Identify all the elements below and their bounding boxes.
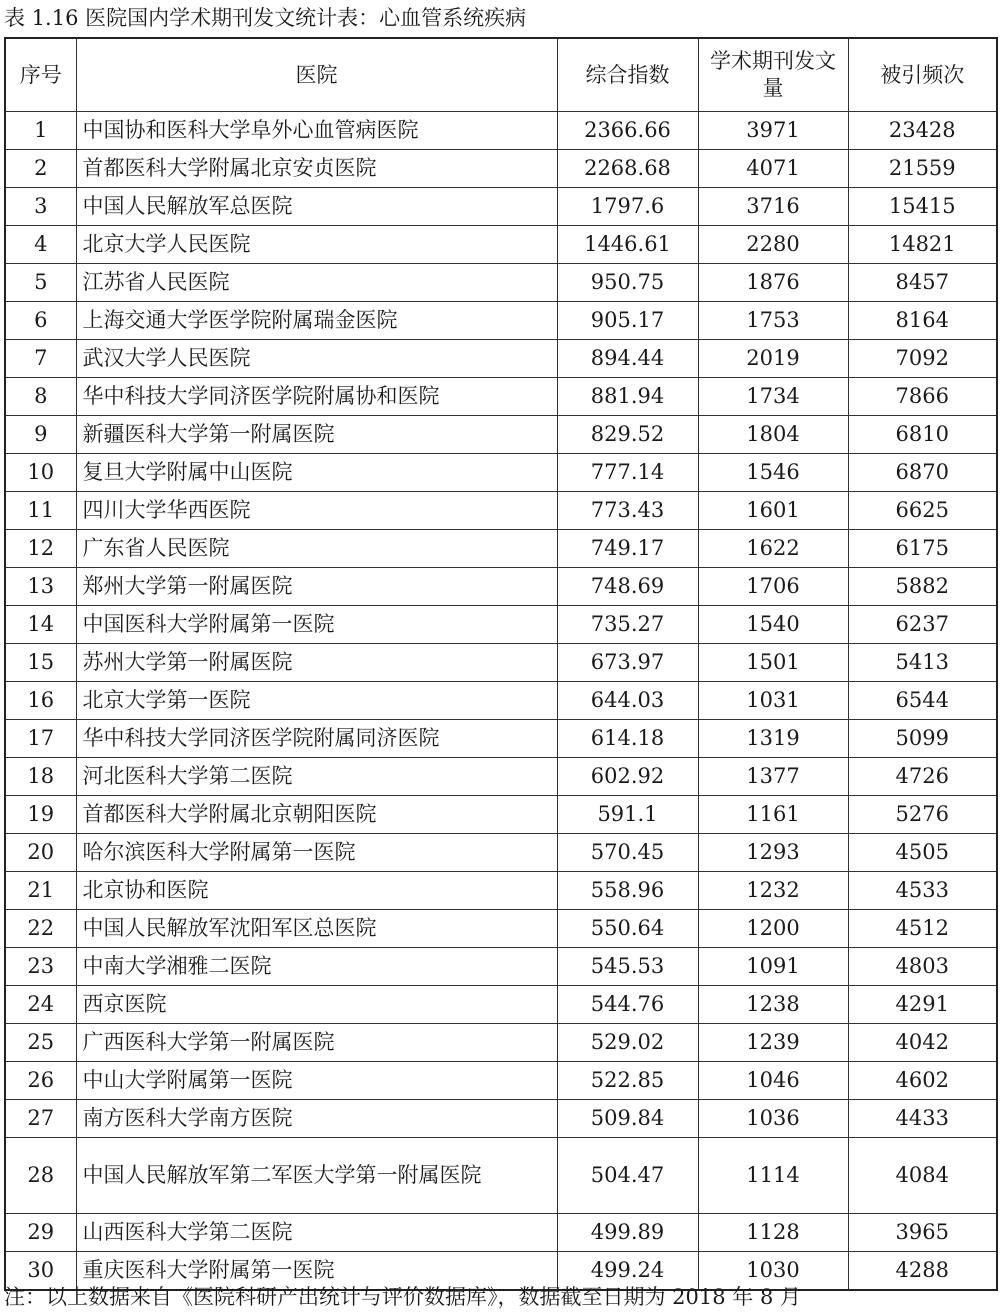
citation-count-cell: 6810	[848, 416, 997, 454]
publication-count-cell: 1091	[698, 948, 848, 986]
composite-index-cell: 748.69	[557, 568, 698, 606]
rank-cell: 29	[5, 1214, 76, 1252]
table-row	[5, 910, 997, 948]
composite-index-cell: 499.24	[557, 1252, 698, 1291]
hospital-name-cell: 华中科技大学同济医学院附属协和医院	[76, 378, 557, 416]
composite-index-cell: 950.75	[557, 264, 698, 302]
composite-index-cell: 499.89	[557, 1214, 698, 1252]
hospital-name-cell: 广西医科大学第一附属医院	[76, 1024, 557, 1062]
hospital-name-cell: 新疆医科大学第一附属医院	[76, 416, 557, 454]
citation-count-cell: 5099	[848, 720, 997, 758]
citation-count-cell: 4084	[848, 1138, 997, 1214]
table-row	[5, 264, 997, 302]
hospital-name-cell: 复旦大学附属中山医院	[76, 454, 557, 492]
publication-count-cell: 3971	[698, 112, 848, 150]
publication-count-cell: 1114	[698, 1138, 848, 1214]
rank-cell: 2	[5, 150, 76, 188]
citation-count-cell: 4803	[848, 948, 997, 986]
table-row	[5, 112, 997, 150]
composite-index-cell: 544.76	[557, 986, 698, 1024]
hospital-name-cell: 北京大学第一医院	[76, 682, 557, 720]
composite-index-cell: 749.17	[557, 530, 698, 568]
composite-index-cell: 2366.66	[557, 112, 698, 150]
citation-count-cell: 8457	[848, 264, 997, 302]
table-row	[5, 188, 997, 226]
rank-cell: 5	[5, 264, 76, 302]
rank-cell: 19	[5, 796, 76, 834]
table-row	[5, 378, 997, 416]
column-header-composite-index: 综合指数	[557, 38, 698, 112]
hospital-name-cell: 首都医科大学附属北京安贞医院	[76, 150, 557, 188]
table-row	[5, 1100, 997, 1138]
footnote: 注：以上数据来自《医院科研产出统计与评价数据库》，数据截至日期为 2018 年 8 月	[4, 1285, 802, 1309]
hospital-name-cell: 北京协和医院	[76, 872, 557, 910]
table-row	[5, 948, 997, 986]
citation-count-cell: 6175	[848, 530, 997, 568]
rank-cell: 21	[5, 872, 76, 910]
rank-cell: 26	[5, 1062, 76, 1100]
hospital-name-cell: 江苏省人民医院	[76, 264, 557, 302]
hospital-name-cell: 山西医科大学第二医院	[76, 1214, 557, 1252]
hospital-name-cell: 哈尔滨医科大学附属第一医院	[76, 834, 557, 872]
citation-count-cell: 5276	[848, 796, 997, 834]
composite-index-cell: 550.64	[557, 910, 698, 948]
table-row	[5, 226, 997, 264]
rank-cell: 23	[5, 948, 76, 986]
hospital-name-cell: 武汉大学人民医院	[76, 340, 557, 378]
rank-cell: 9	[5, 416, 76, 454]
table-row	[5, 1214, 997, 1252]
composite-index-cell: 881.94	[557, 378, 698, 416]
rank-cell: 24	[5, 986, 76, 1024]
hospital-name-cell: 河北医科大学第二医院	[76, 758, 557, 796]
publication-count-cell: 4071	[698, 150, 848, 188]
table-row	[5, 416, 997, 454]
citation-count-cell: 4288	[848, 1252, 997, 1291]
publication-count-cell: 1128	[698, 1214, 848, 1252]
hospital-stats-table	[4, 37, 998, 1291]
composite-index-cell: 673.97	[557, 644, 698, 682]
publication-count-cell: 2019	[698, 340, 848, 378]
publication-count-cell: 1622	[698, 530, 848, 568]
table-row	[5, 302, 997, 340]
hospital-name-cell: 中国人民解放军总医院	[76, 188, 557, 226]
publication-count-cell: 1239	[698, 1024, 848, 1062]
composite-index-cell: 2268.68	[557, 150, 698, 188]
header-row	[5, 38, 997, 112]
rank-cell: 28	[5, 1138, 76, 1214]
composite-index-cell: 509.84	[557, 1100, 698, 1138]
rank-cell: 25	[5, 1024, 76, 1062]
composite-index-cell: 570.45	[557, 834, 698, 872]
hospital-name-cell: 华中科技大学同济医学院附属同济医院	[76, 720, 557, 758]
composite-index-cell: 894.44	[557, 340, 698, 378]
citation-count-cell: 6544	[848, 682, 997, 720]
composite-index-cell: 529.02	[557, 1024, 698, 1062]
composite-index-cell: 1797.6	[557, 188, 698, 226]
citation-count-cell: 4602	[848, 1062, 997, 1100]
hospital-name-cell: 西京医院	[76, 986, 557, 1024]
rank-cell: 8	[5, 378, 76, 416]
composite-index-cell: 591.1	[557, 796, 698, 834]
composite-index-cell: 614.18	[557, 720, 698, 758]
publication-count-cell: 1161	[698, 796, 848, 834]
citation-count-cell: 6237	[848, 606, 997, 644]
publication-count-cell: 1601	[698, 492, 848, 530]
composite-index-cell: 777.14	[557, 454, 698, 492]
publication-count-cell: 1546	[698, 454, 848, 492]
publication-count-cell: 1293	[698, 834, 848, 872]
publication-count-cell: 1200	[698, 910, 848, 948]
composite-index-cell: 558.96	[557, 872, 698, 910]
table-row	[5, 1062, 997, 1100]
column-header-hospital: 医院	[76, 38, 557, 112]
table-row	[5, 568, 997, 606]
citation-count-cell: 23428	[848, 112, 997, 150]
table-row	[5, 644, 997, 682]
table-row	[5, 454, 997, 492]
table-body	[5, 112, 997, 1291]
rank-cell: 7	[5, 340, 76, 378]
table-row	[5, 492, 997, 530]
table-row	[5, 1138, 997, 1214]
publication-count-cell: 1030	[698, 1252, 848, 1291]
citation-count-cell: 3965	[848, 1214, 997, 1252]
hospital-name-cell: 重庆医科大学附属第一医院	[76, 1252, 557, 1291]
composite-index-cell: 773.43	[557, 492, 698, 530]
rank-cell: 18	[5, 758, 76, 796]
composite-index-cell: 522.85	[557, 1062, 698, 1100]
rank-cell: 4	[5, 226, 76, 264]
composite-index-cell: 545.53	[557, 948, 698, 986]
table-row	[5, 758, 997, 796]
table-row	[5, 606, 997, 644]
citation-count-cell: 6870	[848, 454, 997, 492]
rank-cell: 12	[5, 530, 76, 568]
column-header-citation-count: 被引频次	[848, 38, 997, 112]
publication-count-cell: 1232	[698, 872, 848, 910]
citation-count-cell: 15415	[848, 188, 997, 226]
hospital-name-cell: 苏州大学第一附属医院	[76, 644, 557, 682]
citation-count-cell: 4533	[848, 872, 997, 910]
citation-count-cell: 21559	[848, 150, 997, 188]
composite-index-cell: 504.47	[557, 1138, 698, 1214]
publication-count-cell: 1540	[698, 606, 848, 644]
hospital-name-cell: 中国人民解放军沈阳军区总医院	[76, 910, 557, 948]
table-row	[5, 872, 997, 910]
citation-count-cell: 4291	[848, 986, 997, 1024]
composite-index-cell: 602.92	[557, 758, 698, 796]
hospital-name-cell: 北京大学人民医院	[76, 226, 557, 264]
hospital-name-cell: 中国人民解放军第二军医大学第一附属医院	[76, 1138, 557, 1214]
citation-count-cell: 4042	[848, 1024, 997, 1062]
publication-count-cell: 1501	[698, 644, 848, 682]
hospital-name-cell: 中南大学湘雅二医院	[76, 948, 557, 986]
publication-count-cell: 1377	[698, 758, 848, 796]
hospital-name-cell: 四川大学华西医院	[76, 492, 557, 530]
composite-index-cell: 829.52	[557, 416, 698, 454]
publication-count-cell: 1031	[698, 682, 848, 720]
publication-count-cell: 1319	[698, 720, 848, 758]
citation-count-cell: 7092	[848, 340, 997, 378]
rank-cell: 13	[5, 568, 76, 606]
table-row	[5, 150, 997, 188]
composite-index-cell: 644.03	[557, 682, 698, 720]
citation-count-cell: 5413	[848, 644, 997, 682]
citation-count-cell: 4505	[848, 834, 997, 872]
publication-count-cell: 1876	[698, 264, 848, 302]
hospital-name-cell: 上海交通大学医学院附属瑞金医院	[76, 302, 557, 340]
rank-cell: 3	[5, 188, 76, 226]
publication-count-cell: 2280	[698, 226, 848, 264]
citation-count-cell: 4433	[848, 1100, 997, 1138]
rank-cell: 17	[5, 720, 76, 758]
rank-cell: 1	[5, 112, 76, 150]
hospital-name-cell: 首都医科大学附属北京朝阳医院	[76, 796, 557, 834]
publication-count-cell: 1036	[698, 1100, 848, 1138]
table-row	[5, 834, 997, 872]
hospital-name-cell: 郑州大学第一附属医院	[76, 568, 557, 606]
citation-count-cell: 6625	[848, 492, 997, 530]
rank-cell: 15	[5, 644, 76, 682]
citation-count-cell: 14821	[848, 226, 997, 264]
table-row	[5, 720, 997, 758]
composite-index-cell: 1446.61	[557, 226, 698, 264]
hospital-name-cell: 广东省人民医院	[76, 530, 557, 568]
composite-index-cell: 735.27	[557, 606, 698, 644]
table-row	[5, 682, 997, 720]
publication-count-cell: 1238	[698, 986, 848, 1024]
publication-count-cell: 3716	[698, 188, 848, 226]
hospital-name-cell: 中山大学附属第一医院	[76, 1062, 557, 1100]
citation-count-cell: 4726	[848, 758, 997, 796]
rank-cell: 22	[5, 910, 76, 948]
table-row	[5, 340, 997, 378]
rank-cell: 14	[5, 606, 76, 644]
table-row	[5, 530, 997, 568]
rank-cell: 30	[5, 1252, 76, 1291]
column-header-publication-count: 学术期刊发文量	[698, 38, 848, 112]
rank-cell: 11	[5, 492, 76, 530]
publication-count-cell: 1753	[698, 302, 848, 340]
citation-count-cell: 7866	[848, 378, 997, 416]
table-row	[5, 986, 997, 1024]
column-header-rank: 序号	[5, 38, 76, 112]
rank-cell: 16	[5, 682, 76, 720]
table-row	[5, 1024, 997, 1062]
citation-count-cell: 5882	[848, 568, 997, 606]
rank-cell: 6	[5, 302, 76, 340]
citation-count-cell: 4512	[848, 910, 997, 948]
composite-index-cell: 905.17	[557, 302, 698, 340]
rank-cell: 20	[5, 834, 76, 872]
publication-count-cell: 1804	[698, 416, 848, 454]
citation-count-cell: 8164	[848, 302, 997, 340]
publication-count-cell: 1734	[698, 378, 848, 416]
rank-cell: 27	[5, 1100, 76, 1138]
table-title: 表 1.16 医院国内学术期刊发文统计表：心血管系统疾病	[4, 6, 527, 30]
rank-cell: 10	[5, 454, 76, 492]
table-row	[5, 796, 997, 834]
publication-count-cell: 1706	[698, 568, 848, 606]
hospital-name-cell: 中国协和医科大学阜外心血管病医院	[76, 112, 557, 150]
hospital-name-cell: 南方医科大学南方医院	[76, 1100, 557, 1138]
hospital-name-cell: 中国医科大学附属第一医院	[76, 606, 557, 644]
publication-count-cell: 1046	[698, 1062, 848, 1100]
